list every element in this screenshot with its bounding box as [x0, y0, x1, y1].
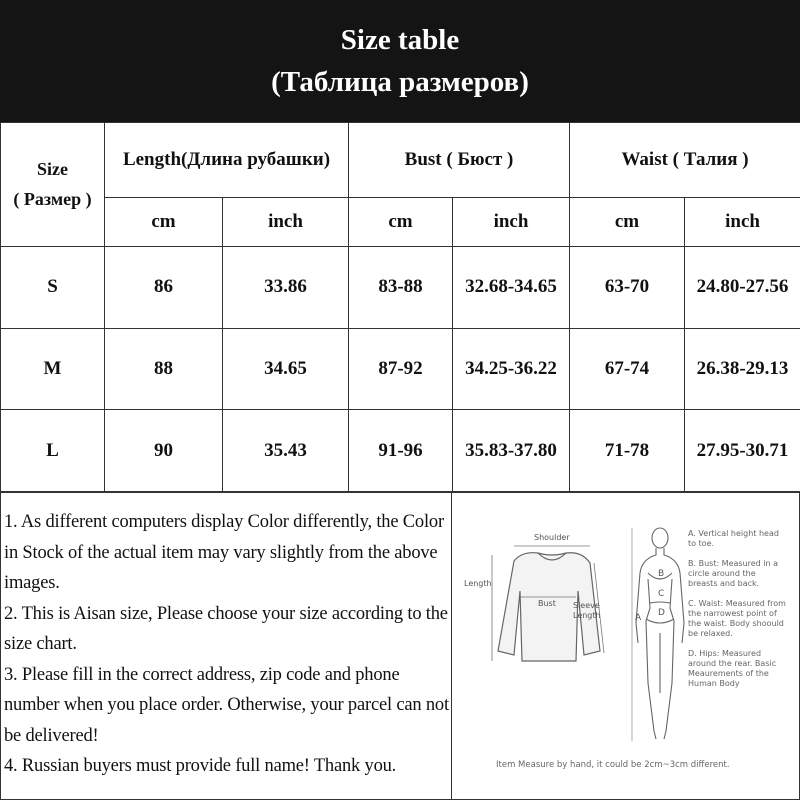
bust-group-header: Bust ( Бюст ): [349, 123, 570, 198]
table-cell: 32.68-34.65: [453, 246, 570, 328]
table-cell: 67-74: [570, 328, 685, 410]
note-item: 1. As different computers display Color differently, the Color in Stock of the actual item may vary slightly from the above images.: [4, 507, 449, 599]
size-cell: S: [1, 246, 105, 328]
table-cell: 34.25-36.22: [453, 328, 570, 410]
units-header-row: [1, 197, 800, 246]
table-row: [1, 328, 800, 410]
table-cell: 63-70: [570, 246, 685, 328]
table-cell: 35.83-37.80: [453, 410, 570, 492]
table-cell: 33.86: [223, 246, 349, 328]
table-cell: 35.43: [223, 410, 349, 492]
note-item: 2. This is Aisan size, Please choose your size according to the size chart.: [4, 599, 449, 660]
body-measure-notes: [688, 529, 786, 699]
size-table-header: [0, 0, 800, 122]
size-header-en: Size: [1, 154, 104, 184]
table-header-row: [1, 123, 800, 198]
sleeve-length-label: Sleeve Length: [573, 601, 603, 621]
unit-header: inch: [223, 197, 349, 246]
table-cell: 87-92: [349, 328, 453, 410]
body-note: D. Hips: Measured around the rear. Basic Meaurements of the Human Body: [688, 649, 786, 689]
size-cell: L: [1, 410, 105, 492]
table-cell: 34.65: [223, 328, 349, 410]
note-item: 4. Russian buyers must provide full name! Thank you.: [4, 751, 449, 782]
unit-header: inch: [685, 197, 800, 246]
body-note: A. Vertical height head to toe.: [688, 529, 786, 549]
size-header-ru: ( Размер ): [1, 184, 104, 214]
table-cell: 88: [105, 328, 223, 410]
table-row: [1, 410, 800, 492]
letter-b: B: [658, 569, 664, 579]
table-cell: 24.80-27.56: [685, 246, 800, 328]
table-cell: 90: [105, 410, 223, 492]
table-cell: 86: [105, 246, 223, 328]
measure-caption: Item Measure by hand, it could be 2cm~3cm different.: [496, 760, 730, 770]
body-note: C. Waist: Measured from the narrowest point of the waist. Body shoould be relaxed.: [688, 599, 786, 639]
unit-header: cm: [105, 197, 223, 246]
unit-header: cm: [349, 197, 453, 246]
bust-label: Bust: [538, 599, 556, 609]
body-figure: [636, 528, 684, 739]
size-column-header: [1, 123, 105, 247]
unit-header: inch: [453, 197, 570, 246]
table-row: [1, 246, 800, 328]
length-label: Length: [464, 579, 492, 589]
table-cell: 71-78: [570, 410, 685, 492]
unit-header: cm: [570, 197, 685, 246]
letter-a: A: [635, 613, 641, 623]
body-note: B. Bust: Measured in a circle around the breasts and back.: [688, 559, 786, 589]
note-item: 3. Please fill in the correct address, zip code and phone number when you place order. Otherwise, your parcel can not be delivered!: [4, 660, 449, 752]
length-group-header: Length(Длина рубашки): [105, 123, 349, 198]
waist-group-header: Waist ( Талия ): [570, 123, 800, 198]
table-cell: 91-96: [349, 410, 453, 492]
page-title: Size table: [341, 19, 459, 61]
letter-d: D: [658, 608, 665, 618]
letter-c: C: [658, 589, 664, 599]
size-cell: M: [1, 328, 105, 410]
page-subtitle: (Таблица размеров): [271, 61, 529, 103]
size-chart-table: [0, 122, 800, 492]
measurement-diagram: [452, 492, 800, 800]
table-cell: 26.38-29.13: [685, 328, 800, 410]
table-cell: 83-88: [349, 246, 453, 328]
shoulder-label: Shoulder: [534, 533, 570, 543]
notes-panel: [0, 492, 452, 800]
table-cell: 27.95-30.71: [685, 410, 800, 492]
